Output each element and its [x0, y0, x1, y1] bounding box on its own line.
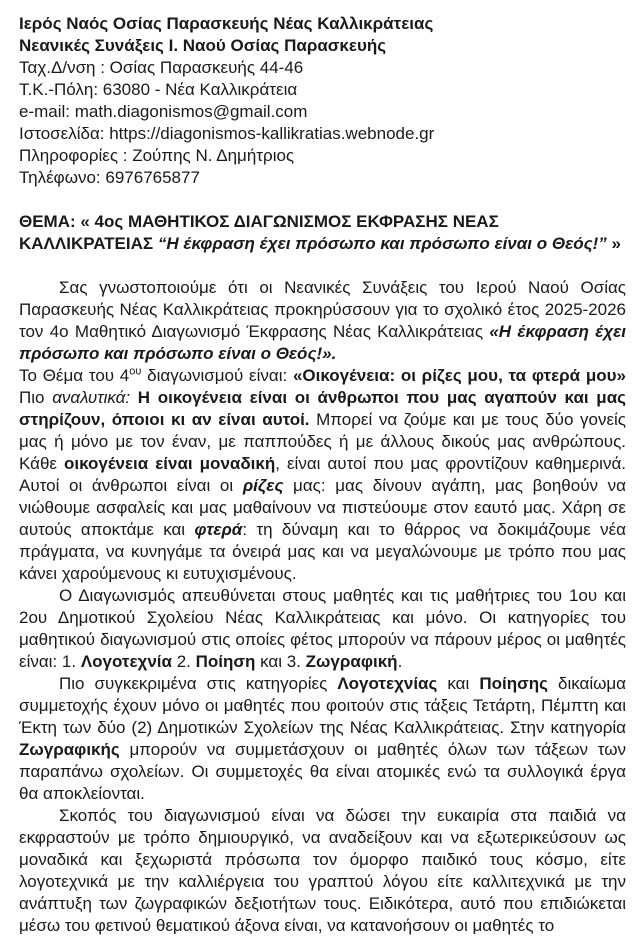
- paragraph-purpose: [19, 805, 626, 937]
- text-segment: «Η έκφραση έχει πρόσωπο και πρόσωπο είναι ο Θεός!».: [19, 322, 627, 363]
- letterhead-church-name: Ιερός Ναός Οσίας Παρασκευής Νέας Καλλικράτειας: [19, 14, 434, 33]
- blank-line: [19, 255, 626, 277]
- text-segment: αναλυτικά:: [52, 388, 131, 407]
- letterhead-email: e-mail: math.diagonismos@gmail.com: [19, 102, 308, 121]
- text-segment: Ο Διαγωνισμός απευθύνεται στους μαθητές και τις μαθήτριες του 1ου και 2ου Δημοτικού Σχολείου Νέας Καλλικράτειας και μόνο. Οι κατηγορίες του μαθητικού διαγωνισμού στις οποίες φέτος μπορούν να πάρουν μέρος οι μαθητές είναι: 1.: [19, 586, 626, 671]
- letterhead-postal-city: Τ.Κ.-Πόλη: 63080 - Νέα Καλλικράτεια: [19, 80, 298, 99]
- text-segment: Μπορεί να ζούμε και με τους δύο γονείς μας ή μόνο με τον έναν, με παππούδες ή με άλλους δικούς μας ανθρώπους. Κάθε: [19, 410, 626, 473]
- text-segment: ΘΕΜΑ: « 4ος ΜΑΘΗΤΙΚΟΣ ΔΙΑΓΩΝΙΣΜΟΣ ΕΚΦΡΑΣΗΣ ΝΕΑΣ ΚΑΛΛΙΚΡΑΤΕΙΑΣ: [19, 212, 499, 253]
- text-segment: και: [437, 674, 480, 693]
- text-segment: ρίζες: [242, 476, 284, 495]
- text-segment: , είναι αυτοί που μας φροντίζουν καθημερινά. Αυτοί οι άνθρωποι είναι οι: [19, 454, 626, 495]
- letterhead-address: Ταχ.Δ/νση : Οσίας Παρασκευής 44-46: [19, 58, 304, 77]
- text-segment: [130, 388, 138, 407]
- text-segment: : τη δύναμη και το θάρρος να δοκιμάζουμε νέα πράγματα, να κυνηγάμε τα όνειρά μας και να μεγαλώνουμε με τρόπο που μας κάνει χαρούμενους κι ευτυχισμένους.: [19, 520, 626, 583]
- text-segment: Πιο συγκεκριμένα στις κατηγορίες: [59, 674, 338, 693]
- letterhead-organization: Νεανικές Συνάξεις Ι. Ναού Οσίας Παρασκευής: [19, 36, 387, 55]
- text-segment: Η οικογένεια είναι οι άνθρωποι που μας αγαπούν και μας στηρίζουν, όποιοι κι αν είναι αυτοί.: [19, 388, 626, 429]
- text-segment: Λογοτεχνία: [80, 652, 172, 671]
- text-segment: διαγωνισμού είναι:: [141, 366, 293, 385]
- text-segment: »: [606, 234, 621, 253]
- text-segment: Λογοτεχνίας: [337, 674, 438, 693]
- text-segment: Σκοπός του διαγωνισμού είναι να δώσει την ευκαιρία στα παιδιά να εκφραστούν με τρόπο δημιουργικό, να αναδείξουν και να εξωτερικεύσουν ως μοναδικά και ξεχωριστά πρόσωπα τον όμορφο παιδικό τους κόσμο, είτε λογοτεχνικά με την καλλιέργεια του γραπτού λόγου είτε καλλιτεχνικά με την ανάπτυξη των ζωγραφικών δεξιοτήτων τους. Ειδικότερα, αυτό που επιδιώκεται μέσω του φετινού θεματικού άξονα είναι, να κατανοήσουν οι μαθητές το: [19, 806, 626, 935]
- text-segment: φτερά: [194, 520, 243, 539]
- letterhead-website: Ιστοσελίδα: https://diagonismos-kallikratias.webnode.gr: [19, 124, 435, 143]
- text-segment: “Η έκφραση έχει πρόσωπο και πρόσωπο είναι ο Θεός!”: [157, 234, 607, 253]
- text-segment: Σας γνωστοποιούμε ότι οι Νεανικές Συνάξεις του Ιερού Ναού Οσίας Παρασκευής Νέας Καλλικράτειας προκηρύσσουν για το σχολικό έτος 2025-2026 τον 4ο Μαθητικό Διαγωνισμό Έκφρασης Νέας Καλλικράτειας: [19, 278, 626, 341]
- text-segment: ου: [129, 365, 142, 378]
- text-segment: 2.: [171, 652, 196, 671]
- paragraph-audience: [19, 585, 626, 673]
- letterhead: [19, 13, 626, 189]
- text-segment: δικαίωμα συμμετοχής έχουν μόνο οι μαθητές που φοιτούν στις τάξεις Τετάρτη, Πέμπτη και Έκτη των δύο (2) Δημοτικών Σχολείων της Νέας Καλλικράτειας. Στην κατηγορία: [19, 674, 627, 737]
- text-segment: Ποίηση: [195, 652, 256, 671]
- text-segment: Ζωγραφικής: [19, 740, 120, 759]
- paragraph-announcement: [19, 277, 626, 365]
- text-segment: και 3.: [255, 652, 306, 671]
- text-segment: «Οικογένεια: οι ρίζες μου, τα φτερά μου»: [292, 366, 626, 385]
- text-segment: Ζωγραφική: [305, 652, 398, 671]
- text-segment: Ποίησης: [479, 674, 548, 693]
- letterhead-phone: Τηλέφωνο: 6976765877: [19, 168, 200, 187]
- text-segment: Πιο: [19, 388, 53, 407]
- text-segment: .: [397, 652, 403, 671]
- paragraph-theme: [19, 365, 626, 585]
- text-segment: Το Θέμα του 4: [19, 366, 130, 385]
- paragraph-categories: [19, 673, 626, 805]
- text-segment: οικογένεια είναι μοναδική: [64, 454, 276, 473]
- text-segment: μας: μας δίνουν αγάπη, μας βοηθούν να νιώθουμε ασφαλείς και μας μαθαίνουν να πιστεύουμε στον εαυτό μας. Χάρη σε αυτούς αποκτάμε και: [19, 476, 626, 539]
- text-segment: μπορούν να συμμετάσχουν οι μαθητές όλων των τάξεων των παραπάνω σχολείων. Οι συμμετοχές θα είναι ατομικές ενώ τα συλλογικά έργα θα αποκλείονται.: [19, 740, 626, 803]
- letterhead-contact-person: Πληροφορίες : Ζούπης Ν. Δημήτριος: [19, 146, 295, 165]
- blank-line: [19, 189, 626, 211]
- subject-line: [19, 211, 626, 255]
